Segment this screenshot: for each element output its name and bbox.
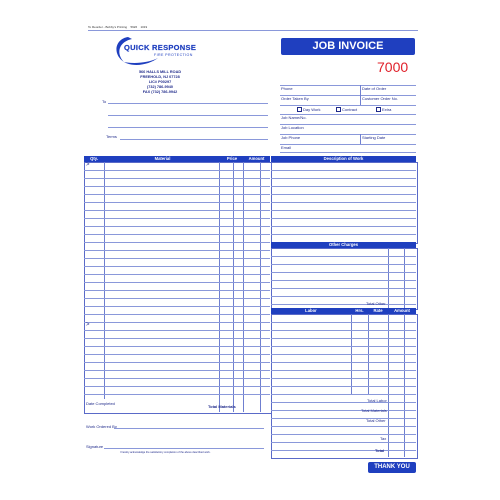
contract-label: Contract: [342, 107, 358, 112]
description-row-line: [271, 178, 416, 179]
material-row-line: [84, 202, 270, 203]
material-row-line: [84, 170, 270, 171]
description-box[interactable]: [271, 162, 418, 244]
price-split-divider: [233, 162, 234, 412]
total-label: Total: [375, 448, 385, 453]
checkbox-icon: [336, 107, 341, 112]
day-work-checkbox[interactable]: [297, 107, 320, 112]
qty-column-divider: [104, 162, 105, 399]
material-row-line: [84, 234, 270, 235]
field-divider: [360, 85, 361, 105]
labor-row-line: [271, 338, 416, 339]
invoice-title: JOB INVOICE: [281, 38, 415, 55]
field-divider: [360, 134, 361, 144]
material-row-line: [84, 378, 270, 379]
terms-label: Terms: [106, 134, 117, 139]
material-row-line: [84, 250, 270, 251]
customer-order-no-label: Customer Order No.: [362, 96, 399, 101]
total-materials-right-label: Total Materials: [361, 408, 387, 413]
field-row-line: [280, 105, 416, 106]
other-charges-row-line: [271, 264, 416, 265]
date-of-order-label: Date of Order: [362, 86, 387, 91]
labor-row-line: [271, 322, 416, 323]
rate-header: Rate: [373, 308, 383, 313]
other-charges-row-line: [271, 296, 416, 297]
material-row-line: [84, 322, 270, 323]
other-charges-row-line: [271, 280, 416, 281]
material-row-line: [84, 298, 270, 299]
signature-label: Signature: [86, 444, 104, 449]
labor-row-line: [271, 394, 416, 395]
description-row-line: [271, 194, 416, 195]
material-row-line: [84, 330, 270, 331]
other-charges-row-line: [271, 288, 416, 289]
labor-row-line: [271, 346, 416, 347]
material-row-line: [84, 218, 270, 219]
extra-label: Extra: [382, 107, 392, 112]
material-column-divider: [219, 162, 220, 412]
day-work-label: Day Work: [303, 107, 321, 112]
invoice-number: 7000: [377, 59, 409, 75]
labor-row-line: [271, 362, 416, 363]
labor-row-line: [271, 426, 416, 427]
description-row-line: [271, 202, 416, 203]
top-divider: [88, 30, 418, 31]
field-row-line: [280, 144, 416, 145]
company-logo: [110, 34, 210, 68]
labor-row-line: [271, 410, 416, 411]
price-column-divider: [243, 162, 244, 412]
total-other-1-label: Total Other: [366, 301, 386, 306]
row-marker-1: >: [86, 162, 90, 168]
labor-row-line: [271, 442, 416, 443]
material-table: [84, 162, 272, 414]
phone-field-label: Phone: [281, 86, 293, 91]
amount-header: Amount: [248, 156, 265, 161]
field-row-line: [280, 85, 416, 86]
material-row-line: [84, 314, 270, 315]
qty-header: Qty.: [90, 156, 98, 161]
description-row-line: [271, 234, 416, 235]
address-line-1: 566 HALLS MILL ROAD: [138, 70, 182, 74]
labor-row-line: [271, 418, 416, 419]
thank-you-badge: THANK YOU: [368, 462, 416, 473]
starting-date-label: Starting Date: [362, 135, 386, 140]
total-labor-label: Total Labor: [367, 398, 387, 403]
labor-row-line: [271, 450, 416, 451]
phone-line: (732) 786-9940: [147, 85, 173, 89]
material-row-line: [84, 290, 270, 291]
labor-row-line: [271, 354, 416, 355]
labor-row-line: [271, 434, 416, 435]
labor-amount-header: Amount: [394, 308, 410, 313]
order-taken-by-label: Order Taken By: [281, 96, 309, 101]
amount-split-divider: [260, 162, 261, 412]
terms-line[interactable]: [120, 139, 268, 140]
material-row-line: [84, 306, 270, 307]
description-header-label: Description of Work: [323, 156, 364, 161]
material-row-line: [84, 266, 270, 267]
material-row-line: [84, 346, 270, 347]
material-row-line: [84, 282, 270, 283]
material-row-line: [84, 394, 270, 395]
other-charges-divider: [388, 248, 389, 308]
material-row-line: [84, 338, 270, 339]
work-ordered-by-line[interactable]: [114, 428, 264, 429]
material-row-line: [84, 370, 270, 371]
date-completed-label: Date Completed: [86, 401, 115, 406]
material-row-line: [84, 258, 270, 259]
job-phone-label: Job Phone: [281, 135, 301, 140]
material-row-line: [84, 274, 270, 275]
description-row-line: [271, 170, 416, 171]
total-materials-label: Total Materials: [208, 404, 236, 409]
material-row-line: [84, 194, 270, 195]
total-other-label: Total Other: [366, 418, 386, 423]
price-header: Price: [226, 156, 238, 161]
hrs-header: Hrs.: [355, 308, 364, 313]
labor-row-line: [271, 378, 416, 379]
other-charges-row-line: [271, 272, 416, 273]
company-address-block: [110, 70, 210, 95]
description-row-line: [271, 186, 416, 187]
labor-row-line: [271, 370, 416, 371]
field-row-line: [280, 152, 416, 153]
reorder-text: To Reorder - Bobby's Printing 5926 1019: [88, 25, 148, 29]
fax-line: FAX (732) 786-9942: [142, 90, 178, 94]
material-row-line: [84, 178, 270, 179]
checkbox-icon: [297, 107, 302, 112]
job-location-label: Job Location: [281, 125, 304, 130]
material-header: Material: [154, 156, 171, 161]
other-charges-row-line: [271, 304, 416, 305]
description-row-line: [271, 226, 416, 227]
material-row-line: [84, 210, 270, 211]
other-charges-box[interactable]: [271, 248, 418, 310]
work-ordered-by-label: Work Ordered By: [86, 424, 117, 429]
material-row-line: [84, 354, 270, 355]
extra-checkbox[interactable]: [376, 107, 391, 112]
field-row-line: [280, 134, 416, 135]
material-row-line: [84, 386, 270, 387]
license-line: LIC# P00297: [148, 80, 172, 84]
other-charges-label: Other Charges: [328, 242, 359, 247]
description-row-line: [271, 218, 416, 219]
material-row-line: [84, 186, 270, 187]
signature-line[interactable]: [104, 448, 264, 449]
company-tagline: FIRE PROTECTION: [154, 53, 193, 57]
checkbox-icon: [376, 107, 381, 112]
material-row-line: [84, 242, 270, 243]
to-line-3[interactable]: [108, 127, 268, 128]
labor-row-line: [271, 402, 416, 403]
address-line-2: FREEHOLD, NJ 07728: [140, 75, 180, 79]
material-row-line: [84, 226, 270, 227]
labor-row-line: [271, 386, 416, 387]
tax-label: Tax: [380, 436, 387, 441]
other-charges-divider-2: [404, 248, 405, 308]
row-marker-2: >: [86, 322, 90, 328]
job-name-label: Job Name/No.: [281, 115, 307, 120]
acknowledge-text: I hereby acknowledge the satisfactory completion of the above described work.: [120, 451, 211, 454]
description-row-line: [271, 210, 416, 211]
company-name: QUICK RESPONSE: [124, 43, 197, 52]
contract-checkbox[interactable]: [336, 107, 357, 112]
email-label: Email: [281, 145, 292, 150]
to-line-2[interactable]: [108, 115, 268, 116]
labor-row-line: [271, 330, 416, 331]
to-line-1[interactable]: [108, 103, 268, 104]
material-row-line: [84, 362, 270, 363]
other-charges-row-line: [271, 256, 416, 257]
to-label: To: [102, 99, 107, 104]
labor-header: Labor: [305, 308, 317, 313]
